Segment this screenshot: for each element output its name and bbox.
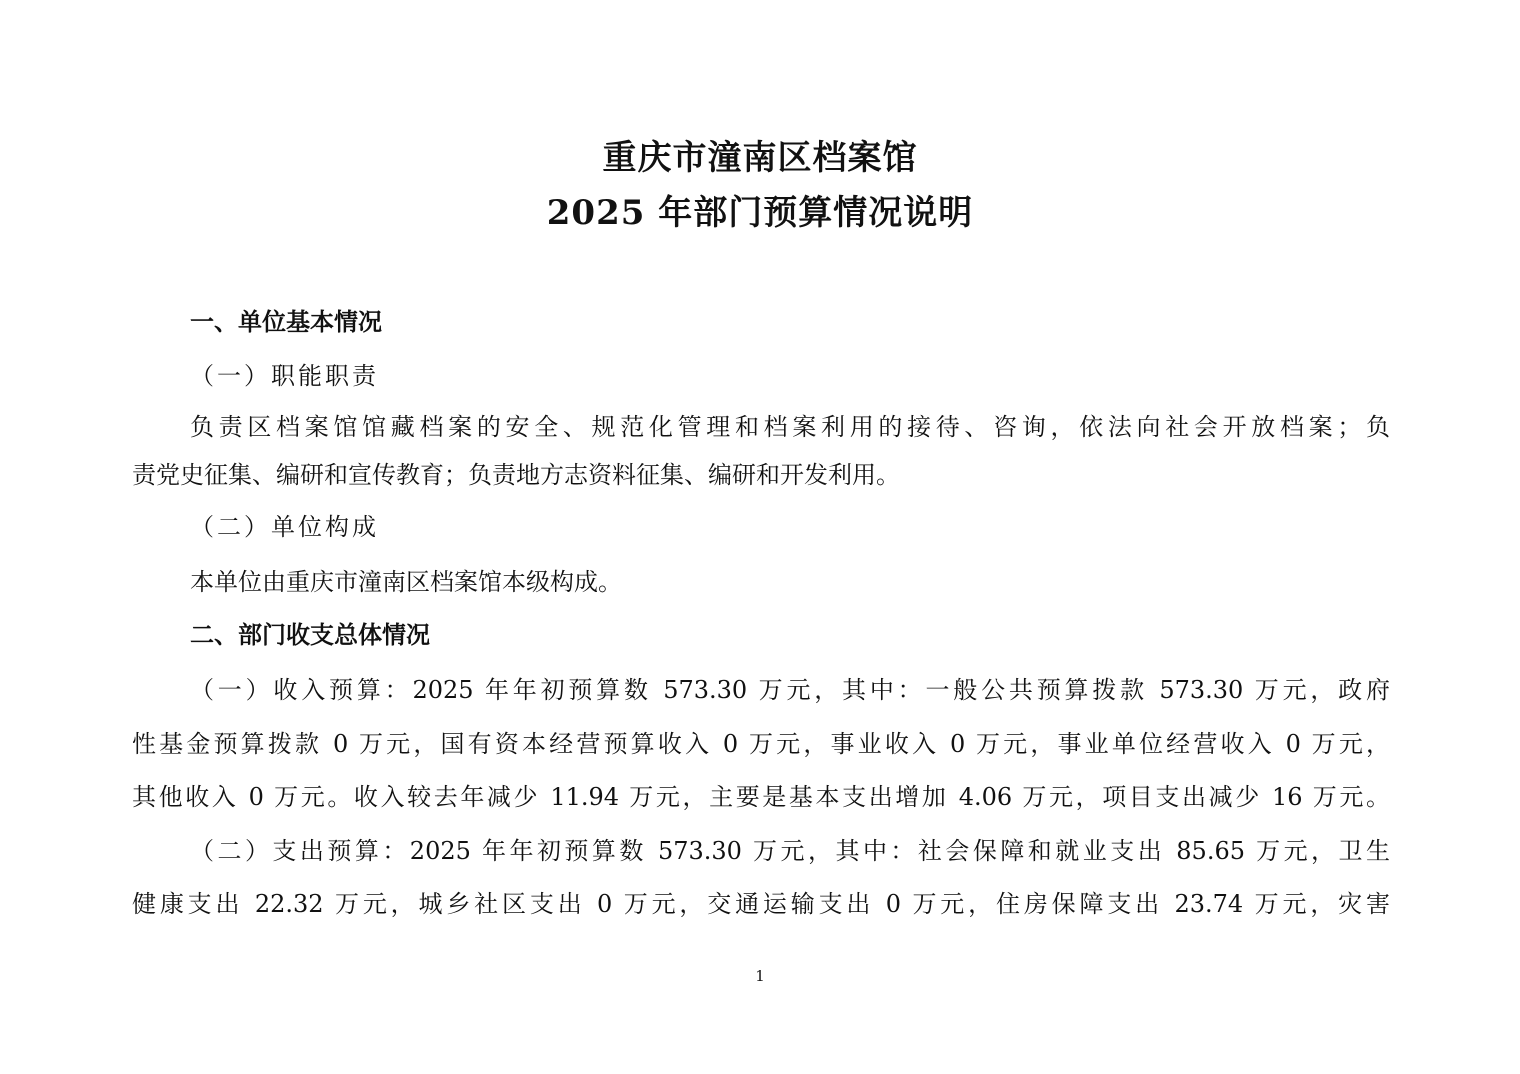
paragraph-income-line1: （一）收入预算：2025 年年初预算数 573.30 万元，其中：一般公共预算拨款 573.30 万元，政府 [190, 676, 1390, 704]
subheading-duties: （一）职能职责 [190, 362, 379, 390]
paragraph-income-line2: 性基金预算拨款 0 万元，国有资本经营预算收入 0 万元，事业收入 0 万元，事业单位经营收入 0 万元， [132, 730, 1390, 758]
paragraph-expense-line2: 健康支出 22.32 万元，城乡社区支出 0 万元，交通运输支出 0 万元，住房保障支出 23.74 万元，灾害 [132, 890, 1390, 918]
paragraph-duties-line1: 负责区档案馆馆藏档案的安全、规范化管理和档案利用的接待、咨询，依法向社会开放档案；负 [190, 413, 1390, 441]
section-heading-basic-info: 一、单位基本情况 [190, 308, 382, 336]
paragraph-duties-line2: 责党史征集、编研和宣传教育；负责地方志资料征集、编研和开发利用。 [132, 461, 900, 489]
page-number: 1 [755, 967, 765, 985]
document-title-line1: 重庆市潼南区档案馆 [602, 138, 918, 178]
paragraph-income-line3: 其他收入 0 万元。收入较去年减少 11.94 万元，主要是基本支出增加 4.06 万元，项目支出减少 16 万元。 [132, 783, 1390, 811]
section-heading-budget-overview: 二、部门收支总体情况 [190, 621, 430, 649]
subheading-composition: （二）单位构成 [190, 513, 379, 541]
paragraph-composition: 本单位由重庆市潼南区档案馆本级构成。 [190, 568, 622, 596]
paragraph-expense-line1: （二）支出预算：2025 年年初预算数 573.30 万元，其中：社会保障和就业支出 85.65 万元，卫生 [190, 837, 1390, 865]
document-title-line2: 2025 年部门预算情况说明 [546, 193, 974, 233]
